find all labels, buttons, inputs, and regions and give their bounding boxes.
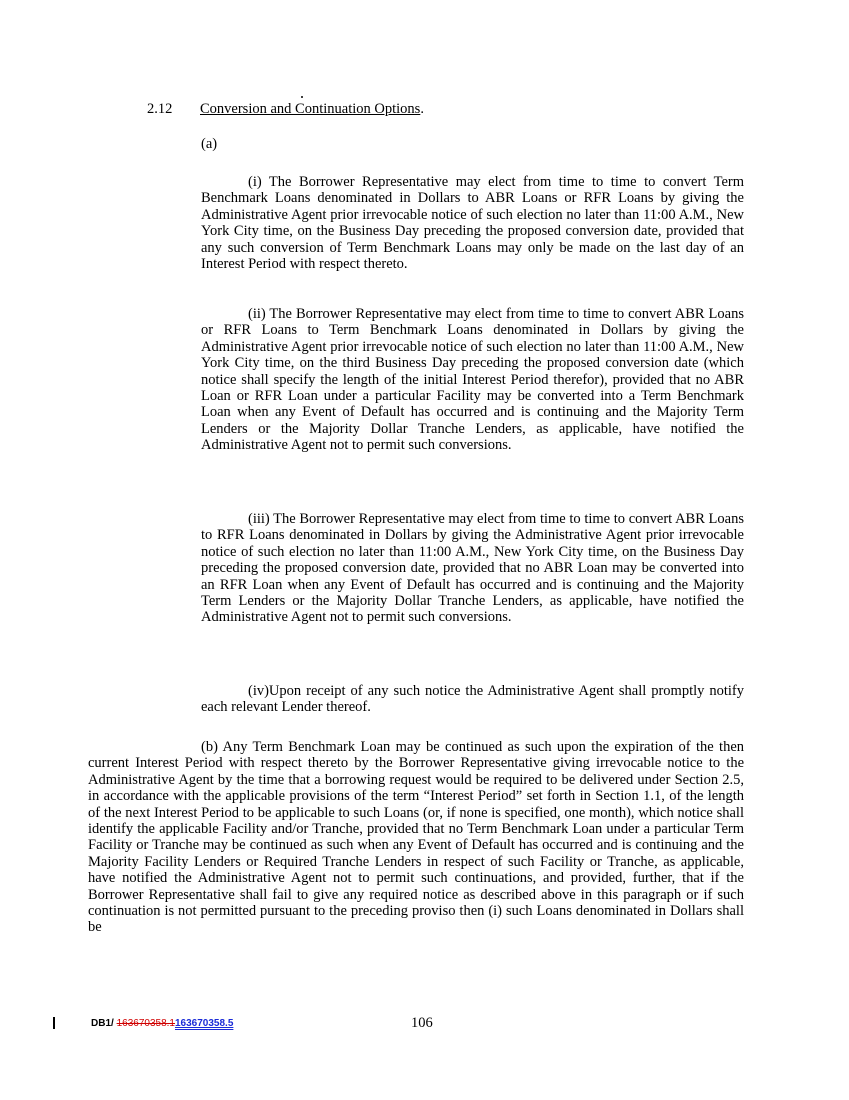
section-title-period: .: [420, 101, 424, 117]
paragraph-iv: [201, 683, 744, 716]
paragraph-ii: [201, 306, 744, 454]
doc-prefix: DB1/: [91, 1018, 114, 1029]
paragraph-ii-text: (ii) The Borrower Representative may elect from time to time to convert ABR Loans or RFR Loans to Term Benchmark Loans denominated in Dollars by giving the Administrative Agent prior irrevocable notice of such election no later than 11:00 A.M., New York City time, on the third Business Day preceding the proposed conversion date (which notice shall specify the length of the initial Interest Period therefor), provided that no ABR Loan or RFR Loan under a particular Facility may be converted into a Term Benchmark Loan when any Event of Default has occurred and is continuing and the Majority Term Lenders or the Majority Dollar Tranche Lenders, as applicable, have notified the Administrative Agent not to permit such conversions.: [201, 306, 744, 454]
paragraph-b: [88, 739, 744, 936]
paragraph-iii-text: (iii) The Borrower Representative may elect from time to time to convert ABR Loans to RFR Loans denominated in Dollars by giving the Administrative Agent prior irrevocable notice of such election no later than 11:00 A.M., New York City time, on the Business Day preceding the proposed conversion date, provided that no ABR Loan may be converted into an RFR Loan when any Event of Default has occurred and is continuing and the Majority Term Lenders or the Majority Dollar Tranche Lenders, as applicable, have notified the Administrative Agent not to permit such conversions.: [201, 511, 744, 626]
section-title: Conversion and Continuation Options: [200, 101, 421, 117]
change-bar: [53, 1017, 55, 1029]
paragraph-iii: [201, 511, 744, 626]
page-number: 106: [411, 1015, 433, 1031]
section-heading: [147, 101, 424, 117]
document-id: [91, 1018, 233, 1030]
paragraph-i-text: (i) The Borrower Representative may elect from time to time to convert Term Benchmark Loans denominated in Dollars to ABR Loans or RFR Loans by giving the Administrative Agent prior irrevocable notice of such election no later than 11:00 A.M., New York City time, on the Business Day preceding the proposed conversion date, provided that any such conversion of Term Benchmark Loans may only be made on the last day of an Interest Period with respect thereto.: [201, 174, 744, 273]
deleted-doc-id: 163670358.1: [116, 1018, 175, 1029]
inserted-doc-id: 163670358.5: [174, 1018, 234, 1029]
paragraph-i: [201, 174, 744, 272]
paragraph-b-text: (b) Any Term Benchmark Loan may be continued as such upon the expiration of the then current Interest Period with respect thereto by the Borrower Representative giving irrevocable notice to the Administrative Agent by the time that a borrowing request would be required to be delivered under Section 2.5, in accordance with the applicable provisions of the term “Interest Period” set forth in Section 1.1, of the length of the next Interest Period to be applicable to such Loans (or, if none is specified, one month), which notice shall identify the applicable Facility and/or Tranche, provided that no Term Benchmark Loan under a particular Term Facility or Tranche may be continued as such when any Event of Default has occurred and is continuing and the Majority Facility Lenders or Required Tranche Lenders in respect of such Facility or Tranche, as applicable, have notified the Administrative Agent not to permit such continuations, and provided, further, that if the Borrower Representative shall fail to give any required notice as described above in this paragraph or if such continuation is not permitted pursuant to the preceding proviso then (i) such Loans denominated in Dollars shall be: [88, 739, 744, 936]
paragraph-iv-text: (iv)Upon receipt of any such notice the Administrative Agent shall promptly notify each relevant Lender thereof.: [201, 683, 744, 716]
subsection-a-label: (a): [201, 136, 218, 152]
revision-mark: [301, 96, 303, 98]
section-number: 2.12: [147, 101, 173, 117]
